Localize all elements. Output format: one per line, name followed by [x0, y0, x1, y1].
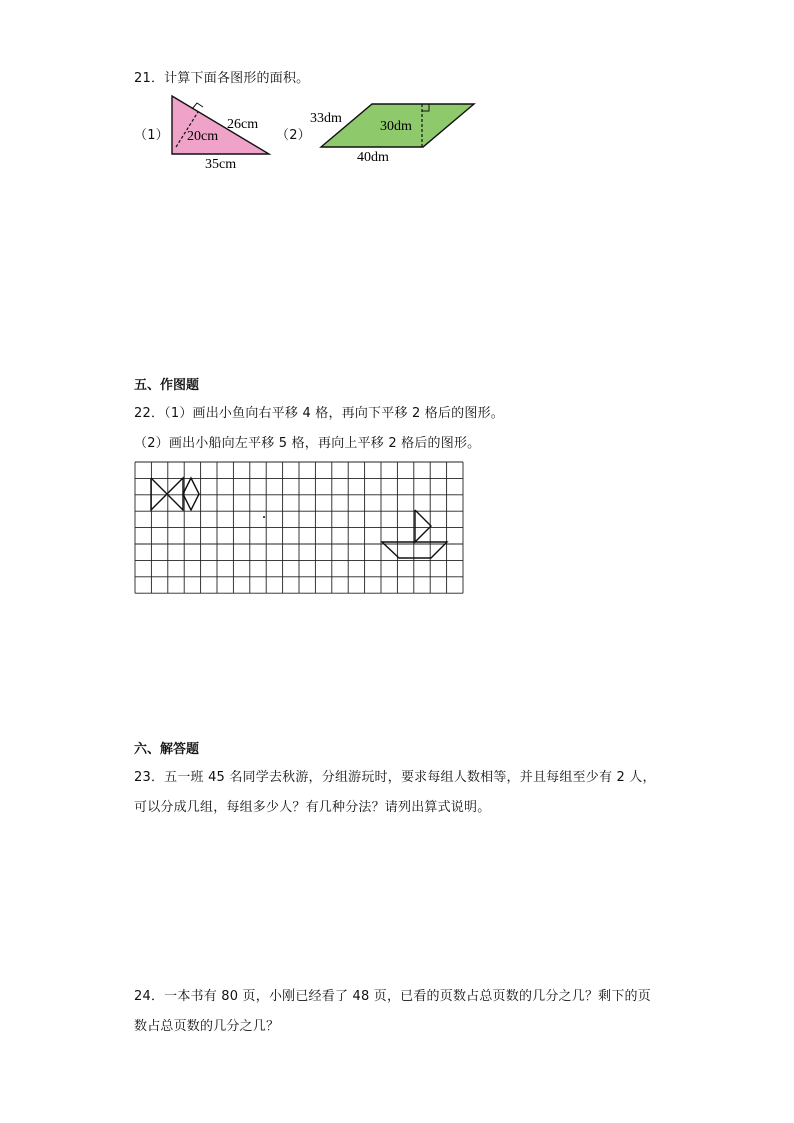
- parallelogram-side-label: 33dm: [310, 111, 342, 126]
- q21-title: 21．计算下面各图形的面积。: [134, 71, 310, 86]
- translation-grid: [134, 461, 466, 595]
- grid-dot: [263, 516, 265, 518]
- fig2-label: （2）: [276, 128, 311, 143]
- fig1-label: （1）: [134, 128, 169, 143]
- triangle-figure: [165, 90, 275, 172]
- fish-shape: [151, 478, 183, 510]
- triangle-base-label: 35cm: [205, 157, 237, 172]
- q22-line2: （2）画出小船向左平移 5 格，再向上平移 2 格后的图形。: [134, 436, 481, 451]
- parallelogram-height-label: 30dm: [380, 119, 412, 134]
- fish-head-shape: [183, 478, 199, 510]
- q24-line1: 24．一本书有 80 页，小刚已经看了 48 页，已看的页数占总页数的几分之几？剩下的页: [134, 989, 651, 1004]
- parallelogram-figure: [305, 98, 480, 168]
- boat-sail-shape: [415, 510, 431, 542]
- q23-line2: 可以分成几组，每组多少人？有几种分法？请列出算式说明。: [134, 800, 491, 815]
- section-5-title: 五、作图题: [134, 378, 200, 393]
- triangle-side-label: 26cm: [227, 117, 259, 132]
- grid-lines: [135, 462, 463, 593]
- right-angle-mark: [192, 103, 203, 109]
- q23-line1: 23．五一班 45 名同学去秋游，分组游玩时，要求每组人数相等，并且每组至少有 2 人，: [134, 770, 656, 785]
- triangle-height-label: 20cm: [187, 129, 219, 144]
- q22-line1: 22．（1）画出小鱼向右平移 4 格，再向下平移 2 格后的图形。: [134, 406, 504, 421]
- q24-line2: 数占总页数的几分之几？: [134, 1019, 280, 1034]
- section-6-title: 六、解答题: [134, 742, 200, 757]
- parallelogram-base-label: 40dm: [357, 150, 389, 165]
